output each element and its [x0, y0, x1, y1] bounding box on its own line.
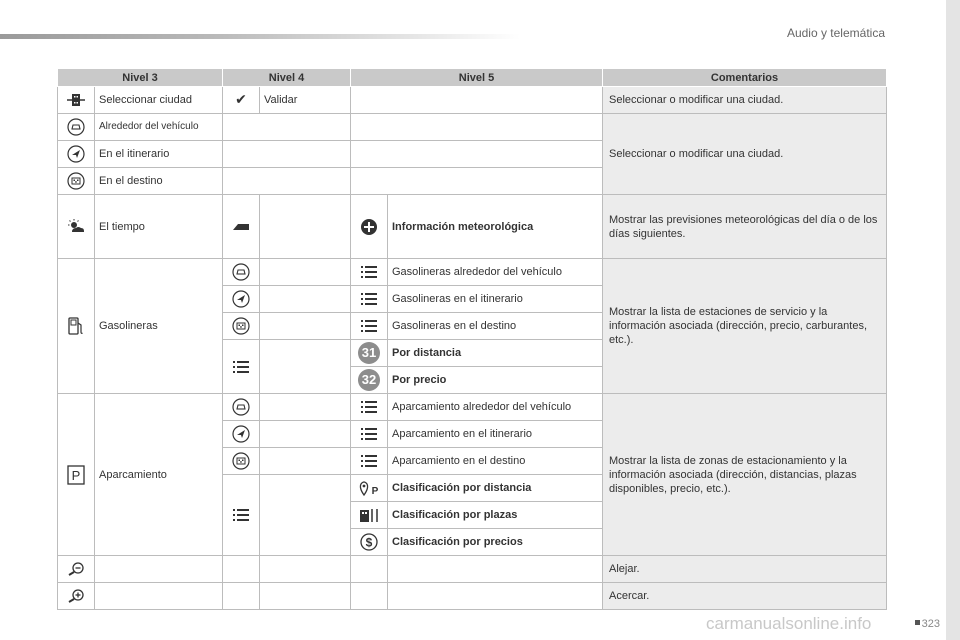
- page-number: 323: [915, 618, 940, 630]
- row-label: En el itinerario: [95, 141, 223, 168]
- row-label: Por precio: [388, 367, 603, 394]
- row-label: Alrededor del vehículo: [95, 114, 223, 141]
- row-comment: Mostrar la lista de estaciones de servicio y la información asociada (dirección, precio, carburantes, etc.).: [603, 259, 887, 394]
- header-nivel-5: Nivel 5: [351, 69, 603, 87]
- row-label: El tiempo: [95, 195, 223, 259]
- check-icon: ✔: [223, 87, 260, 114]
- fuel-pump-icon: [58, 259, 95, 394]
- row-label: Información meteorológica: [388, 195, 603, 259]
- table-row: [58, 259, 887, 286]
- table-row: [58, 195, 887, 259]
- row-label: En el destino: [95, 168, 223, 195]
- table-row: [58, 583, 887, 610]
- row-label: Por distancia: [388, 340, 603, 367]
- car-front-icon: [223, 259, 260, 286]
- list-icon: [223, 475, 260, 556]
- row-label: Gasolineras en el itinerario: [388, 286, 603, 313]
- itinerary-icon: [223, 421, 260, 448]
- list-icon: [351, 421, 388, 448]
- table-row: [58, 87, 887, 114]
- car-front-icon: [58, 114, 95, 141]
- section-title: Audio y telemática: [786, 26, 885, 40]
- parking-distance-icon: [351, 475, 388, 502]
- row-comment: Seleccionar o modificar una ciudad.: [603, 87, 887, 114]
- row-label: Clasificación por plazas: [388, 502, 603, 529]
- list-icon: [351, 394, 388, 421]
- header-gradient-bar: [0, 34, 520, 39]
- page-edge-strip: [946, 0, 960, 640]
- row-label: Clasificación por precios: [388, 529, 603, 556]
- plus-circle-icon: [351, 195, 388, 259]
- zoom-in-icon: [58, 583, 95, 610]
- list-icon: [351, 286, 388, 313]
- list-icon: [351, 448, 388, 475]
- row-label: Validar: [260, 87, 351, 114]
- svg-text:P: P: [371, 486, 379, 497]
- row-label: Gasolineras alrededor del vehículo: [388, 259, 603, 286]
- destination-icon: [223, 448, 260, 475]
- list-icon: [351, 313, 388, 340]
- parking-icon: [58, 394, 95, 556]
- row-label: Seleccionar ciudad: [95, 87, 223, 114]
- row-label: Aparcamiento en el destino: [388, 448, 603, 475]
- table-row: [58, 556, 887, 583]
- list-icon: [223, 340, 260, 394]
- destination-icon: [58, 168, 95, 195]
- dollar-icon: [351, 529, 388, 556]
- row-label: Aparcamiento alrededor del vehículo: [388, 394, 603, 421]
- watermark: carmanualsonline.info: [706, 614, 872, 633]
- row-label: Gasolineras en el destino: [388, 313, 603, 340]
- row-comment: Mostrar la lista de zonas de estacionamiento y la información asociada (dirección, distancias, plazas disponibles, precio, etc.).: [603, 394, 887, 556]
- row-comment: Mostrar las previsiones meteorológicas del día o de los días siguientes.: [603, 195, 887, 259]
- table-header-row: [58, 69, 887, 87]
- city-icon: [58, 87, 95, 114]
- row-comment: Seleccionar o modificar una ciudad.: [603, 114, 887, 195]
- row-comment: Acercar.: [603, 583, 887, 610]
- row-label: Aparcamiento: [95, 394, 223, 556]
- header-nivel-4: Nivel 4: [223, 69, 351, 87]
- svg-text:$: $: [365, 535, 373, 550]
- menu-table: [57, 68, 887, 610]
- row-comment: Alejar.: [603, 556, 887, 583]
- svg-text:P: P: [71, 467, 81, 483]
- parking-spaces-icon: [351, 502, 388, 529]
- reference-badge: 31: [351, 340, 388, 367]
- list-icon: [351, 259, 388, 286]
- table-row: [58, 114, 887, 141]
- map-icon: [223, 195, 260, 259]
- destination-icon: [223, 313, 260, 340]
- car-front-icon: [223, 394, 260, 421]
- table-row: [58, 394, 887, 421]
- header-comentarios: Comentarios: [603, 69, 887, 87]
- weather-icon: [58, 195, 95, 259]
- row-label: Gasolineras: [95, 259, 223, 394]
- itinerary-icon: [223, 286, 260, 313]
- row-label: Aparcamiento en el itinerario: [388, 421, 603, 448]
- zoom-out-icon: [58, 556, 95, 583]
- row-label: Clasificación por distancia: [388, 475, 603, 502]
- header-nivel-3: Nivel 3: [58, 69, 223, 87]
- itinerary-icon: [58, 141, 95, 168]
- reference-badge: 32: [351, 367, 388, 394]
